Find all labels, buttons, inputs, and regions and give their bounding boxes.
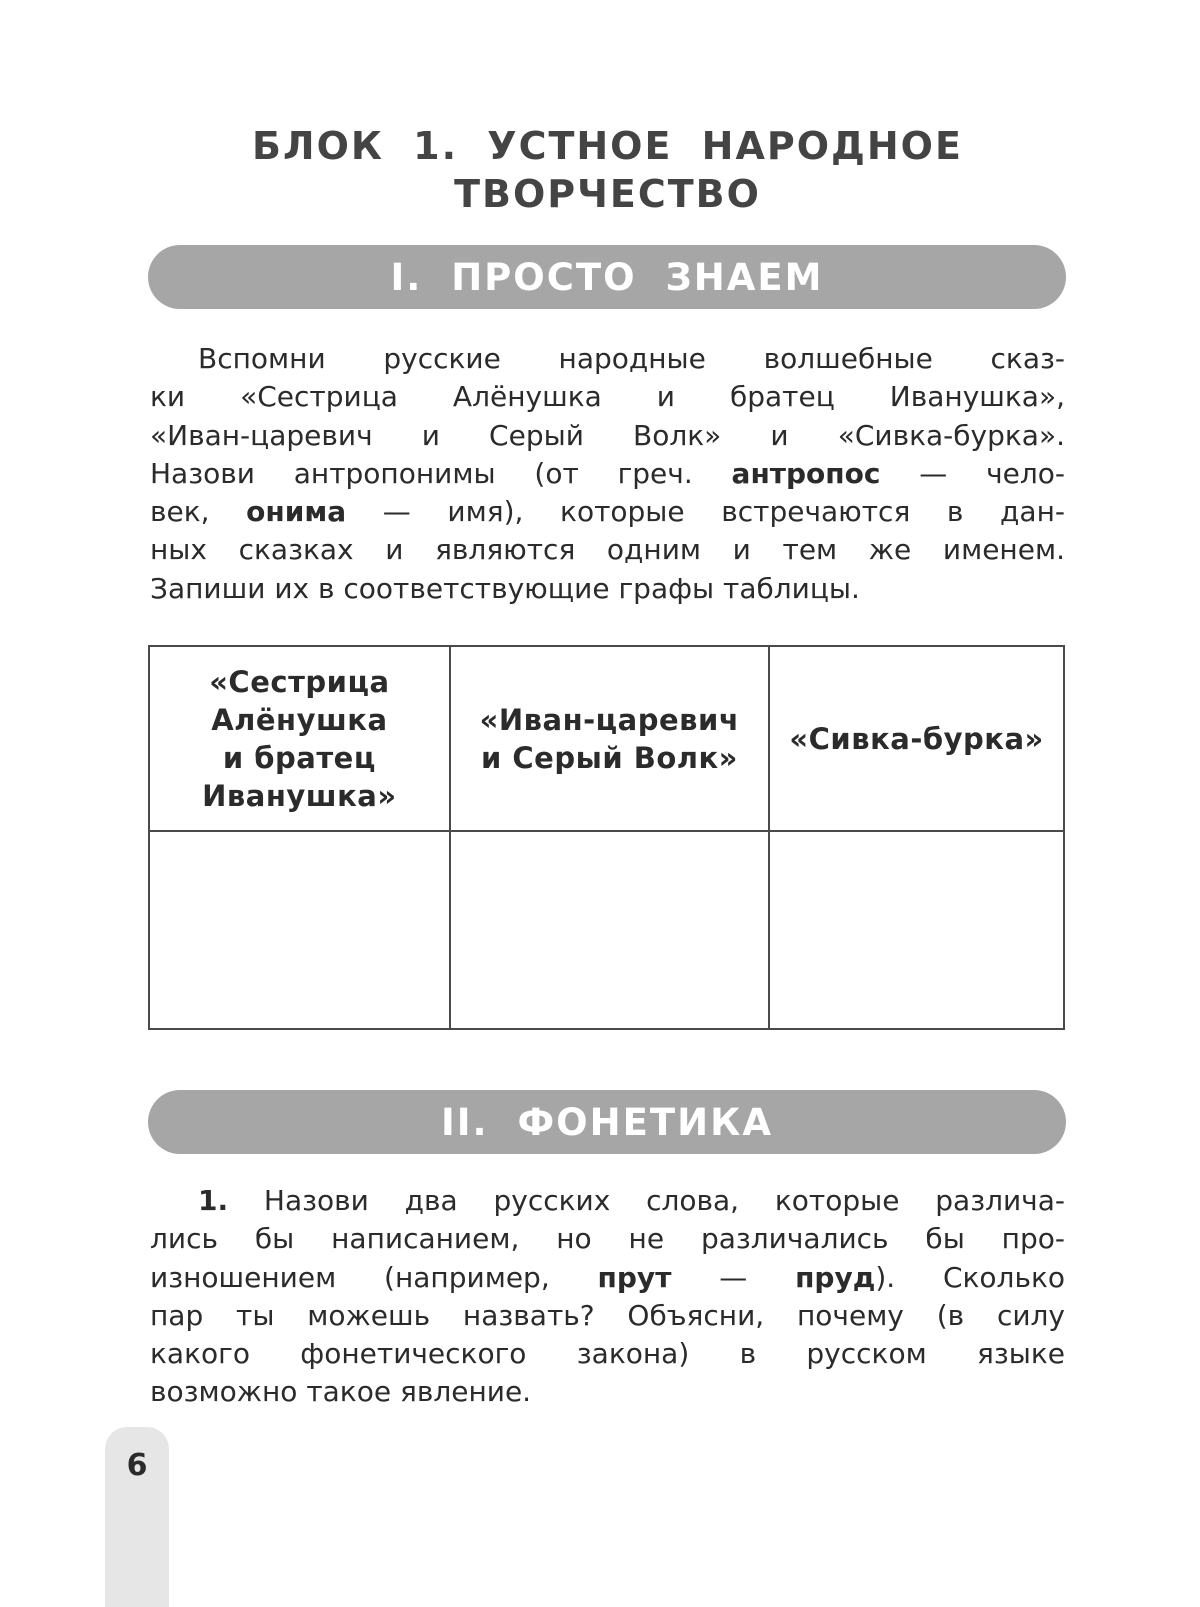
text-run: — (671, 1260, 796, 1294)
text-line (150, 455, 1065, 493)
text-run: — чело- (880, 456, 1066, 490)
example-prud: пруд (795, 1260, 876, 1294)
term-anthropos: антропос (731, 456, 881, 490)
text-line: пар ты можешь назвать? Объясни, почему (в силу (150, 1298, 1065, 1332)
text-line: «Иван-царевич и Серый Волк» и «Сивка-бурка». (150, 418, 1065, 452)
header-line: Алёнушка (211, 702, 388, 737)
section-title-1: I. ПРОСТО ЗНАЕМ (390, 255, 824, 299)
header-line: «Сивка-бурка» (789, 721, 1044, 756)
text-line: ных сказках и являются одним и тем же именем. (150, 533, 1065, 567)
answer-cell-2[interactable] (450, 831, 769, 1029)
text-line: Вспомни русские народные волшебные сказ- (198, 342, 1065, 375)
term-onima: онима (246, 495, 347, 529)
names-table (148, 645, 1065, 1030)
text-line (150, 1259, 1065, 1297)
section-1-instructions (150, 340, 1065, 608)
block-title-line-1: БЛОК 1. УСТНОЕ НАРОДНОЕ (252, 124, 963, 168)
table-answer-row (149, 831, 1064, 1029)
section-2-task-1 (150, 1182, 1065, 1412)
header-line: «Иван-царевич (479, 702, 740, 737)
header-cell-ivan-tsarevich (450, 646, 769, 831)
text-run: Назови два русских слова, которые различа- (228, 1184, 1065, 1217)
text-run: век, (150, 495, 247, 529)
text-run: Назови антропонимы (от греч. (150, 456, 732, 490)
text-line: лись бы написанием, но не различались бы про- (150, 1222, 1065, 1256)
text-line: какого фонетического закона) в русском языке (150, 1337, 1065, 1371)
section-title-2: II. ФОНЕТИКА (441, 1100, 773, 1144)
page-number: 6 (126, 1448, 148, 1483)
text-line (150, 1182, 1065, 1220)
text-line: возможно такое явление. (150, 1375, 532, 1409)
table-header-row (149, 646, 1064, 831)
header-cell-sivka-burka (769, 646, 1064, 831)
block-title-line-2: ТВОРЧЕСТВО (454, 172, 761, 216)
answer-cell-1[interactable] (149, 831, 450, 1029)
header-line: «Сестрица (209, 664, 390, 699)
text-line (150, 493, 1065, 531)
header-line: и Серый Волк» (480, 740, 738, 775)
text-line: ки «Сестрица Алёнушка и братец Иванушка», (150, 380, 1065, 414)
text-run: ). Сколько (875, 1260, 1066, 1294)
section-header-2 (148, 1090, 1066, 1154)
text-run: — имя), которые встречаются в дан- (346, 495, 1065, 529)
text-line: Запиши их в соответствующие графы таблицы. (150, 571, 860, 605)
answer-cell-3[interactable] (769, 831, 1064, 1029)
text-run: изношением (например, (150, 1260, 598, 1294)
header-cell-sestritsa (149, 646, 450, 831)
example-prut: прут (597, 1260, 672, 1294)
header-line: и братец (222, 740, 376, 775)
task-number: 1. (198, 1184, 229, 1217)
block-title (150, 122, 1065, 218)
header-line: Иванушка» (202, 778, 397, 813)
section-header-1 (148, 245, 1066, 309)
